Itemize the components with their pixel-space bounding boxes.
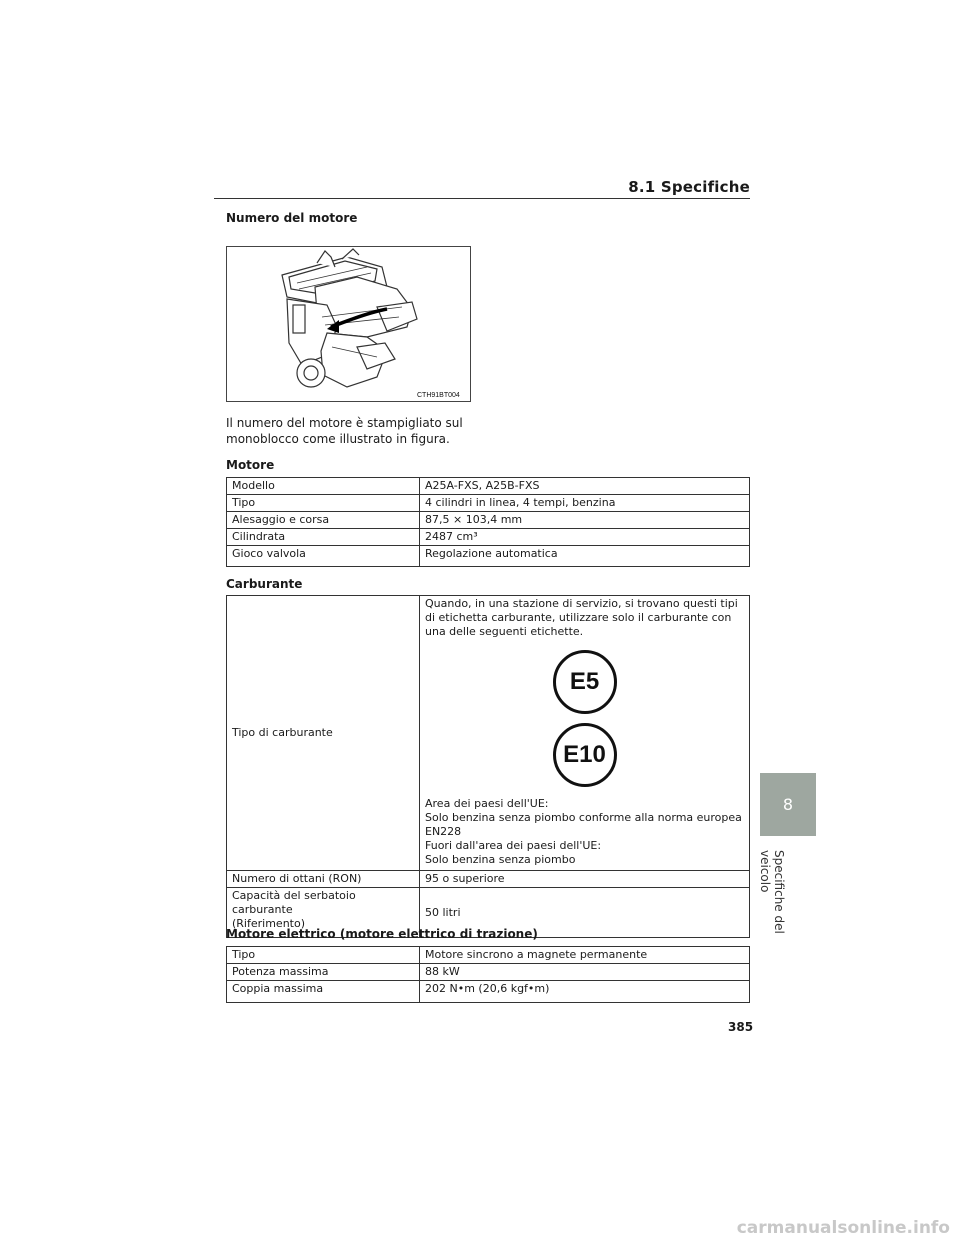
- table-row: [227, 512, 750, 529]
- tank-key-line: carburante: [232, 903, 293, 916]
- table-row: [227, 947, 750, 964]
- electric-motor-heading: Motore elettrico (motore elettrico di trazione): [226, 927, 538, 941]
- spec-key: Gioco valvola: [227, 546, 420, 567]
- figure-code: CTH91BT004: [417, 392, 460, 399]
- table-row: [227, 546, 750, 567]
- spec-value: 2487 cm³: [420, 529, 750, 546]
- spec-value: Regolazione automatica: [420, 546, 750, 567]
- engine-illustration: [226, 246, 471, 402]
- spec-value: 50 litri: [420, 888, 750, 938]
- engine-spec-table: [226, 477, 750, 567]
- section-title: 8.1 Specifiche: [628, 178, 750, 196]
- watermark: carmanualsonline.info: [736, 1218, 950, 1238]
- spec-key: Alesaggio e corsa: [227, 512, 420, 529]
- eu-rule: Solo benzina senza piombo conforme alla norma europea EN228: [425, 811, 742, 838]
- chapter-number: 8: [782, 795, 794, 814]
- spec-key: Tipo di carburante: [227, 596, 420, 871]
- e10-label-icon: E10: [553, 723, 617, 787]
- electric-motor-spec-table: [226, 946, 750, 1003]
- chapter-label: Specifiche del veicolo: [758, 850, 786, 934]
- engine-drawing: [227, 247, 470, 401]
- table-row: [227, 596, 750, 871]
- e5-label-icon: E5: [553, 650, 617, 714]
- engine-number-heading: Numero del motore: [226, 211, 358, 225]
- engine-heading: Motore: [226, 458, 275, 472]
- table-row: [227, 981, 750, 1003]
- tank-key-line: (Riferimento): [232, 917, 305, 930]
- spec-key: Numero di ottani (RON): [227, 871, 420, 888]
- chapter-tab: [760, 773, 816, 836]
- header-divider: [214, 198, 750, 199]
- spec-value: 202 N•m (20,6 kgf•m): [420, 981, 750, 1003]
- eu-area: Area dei paesi dell'UE:: [425, 797, 549, 810]
- fuel-heading: Carburante: [226, 577, 303, 591]
- tank-key-line: Capacità del serbatoio: [232, 889, 356, 902]
- spec-key: Tipo: [227, 947, 420, 964]
- non-eu-area: Fuori dall'area dei paesi dell'UE:: [425, 839, 602, 852]
- spec-key: Potenza massima: [227, 964, 420, 981]
- spec-value: 4 cilindri in linea, 4 tempi, benzina: [420, 495, 750, 512]
- non-eu-rule: Solo benzina senza piombo: [425, 853, 576, 866]
- table-row: [227, 964, 750, 981]
- spec-value: A25A-FXS, A25B-FXS: [420, 478, 750, 495]
- fuel-spec-table: [226, 595, 750, 938]
- spec-value: 87,5 × 103,4 mm: [420, 512, 750, 529]
- fuel-intro: Quando, in una stazione di servizio, si trovano questi tipi di etichetta carburante, utilizzare solo il carburante con una delle seguenti etichette.: [425, 597, 738, 638]
- spec-value: 95 o superiore: [420, 871, 750, 888]
- spec-value: Motore sincrono a magnete permanente: [420, 947, 750, 964]
- spec-key: Coppia massima: [227, 981, 420, 1003]
- table-row: [227, 478, 750, 495]
- spec-key: Cilindrata: [227, 529, 420, 546]
- spec-value: 88 kW: [420, 964, 750, 981]
- table-row: [227, 529, 750, 546]
- fuel-labels: [425, 639, 744, 797]
- table-row: [227, 495, 750, 512]
- engine-number-description: Il numero del motore è stampigliato sul monoblocco come illustrato in figura.: [226, 416, 463, 446]
- page-number: 385: [728, 1020, 754, 1034]
- table-row: [227, 871, 750, 888]
- spec-key: Modello: [227, 478, 420, 495]
- spec-key: Tipo: [227, 495, 420, 512]
- spec-value: [420, 596, 750, 871]
